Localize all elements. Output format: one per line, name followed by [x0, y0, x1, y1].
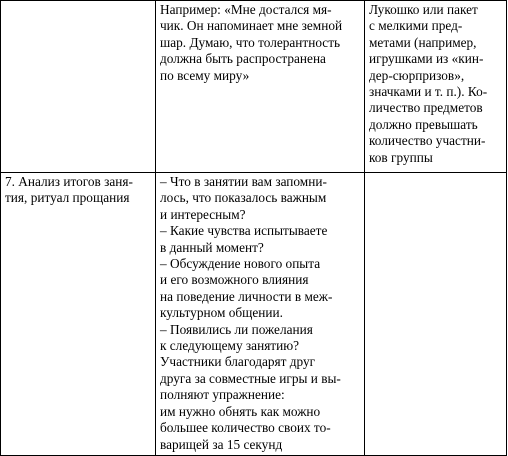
cell-text-line: метами (например, — [369, 34, 477, 50]
materials-cell — [365, 1, 507, 173]
cell-text-line: – Какие чувства испытываете — [160, 223, 328, 239]
cell-text-line: шар. Думаю, что толерантность — [160, 34, 341, 50]
cell-text-line: по всему миру» — [160, 67, 250, 83]
cell-text-line: лось, что показалось важным — [160, 190, 327, 206]
materials-cell — [365, 173, 507, 456]
table-row — [1, 1, 507, 173]
cell-text-line: культурном общении. — [160, 305, 283, 321]
cell-text-line: чик. Он напоминает мне земной — [160, 18, 343, 34]
cell-text-line: с мелкими пред- — [369, 18, 463, 34]
cell-text-line: должно превышать — [369, 116, 478, 132]
cell-text-line: Лукошко или пакет — [369, 2, 478, 17]
cell-text-line: и его возможного влияния — [160, 272, 309, 288]
cell-text-line: Участники благодарят друг — [160, 354, 316, 370]
cell-text-line: и интересным? — [160, 206, 246, 222]
cell-text-line: – Обсуждение нового опыта — [160, 256, 321, 272]
cell-text-line: большее количество своих то- — [160, 420, 331, 436]
cell-text-line: количество участни- — [369, 133, 486, 149]
content-cell — [156, 173, 365, 456]
content-cell — [156, 1, 365, 173]
table-row — [1, 173, 507, 456]
cell-text-line: личество предметов — [369, 100, 483, 116]
cell-text-line: им нужно обнять как можно — [160, 403, 321, 419]
cell-text-line: игрушками из «кин- — [369, 51, 484, 67]
stage-cell — [1, 1, 156, 173]
cell-text-line: полняют упражнение: — [160, 387, 285, 403]
cell-text-line: Например: «Мне достался мя- — [160, 2, 332, 17]
stage-cell — [1, 173, 156, 456]
cell-text-line: варищей за 15 секунд — [160, 436, 283, 452]
cell-text-line: должна быть распространена — [160, 51, 326, 67]
cell-text-line: к следующему занятию? — [160, 338, 300, 354]
cell-text-line: дер-сюрпризов», — [369, 67, 465, 83]
cell-text-line: – Появились ли пожелания — [160, 321, 313, 337]
cell-text-line: – Что в занятии вам запомни- — [160, 174, 327, 189]
cell-text-line: на поведение личности в меж- — [160, 288, 333, 304]
cell-text-line: в данный момент? — [160, 239, 264, 255]
cell-text-line: друга за совместные игры и вы- — [160, 370, 341, 386]
cell-text-line: значками и т. п.). Ко- — [369, 84, 488, 100]
cell-text-line: тия, ритуал прощания — [5, 190, 130, 206]
cell-text-line: 7. Анализ итогов заня- — [5, 174, 133, 189]
cell-text-line: ков группы — [369, 149, 433, 165]
